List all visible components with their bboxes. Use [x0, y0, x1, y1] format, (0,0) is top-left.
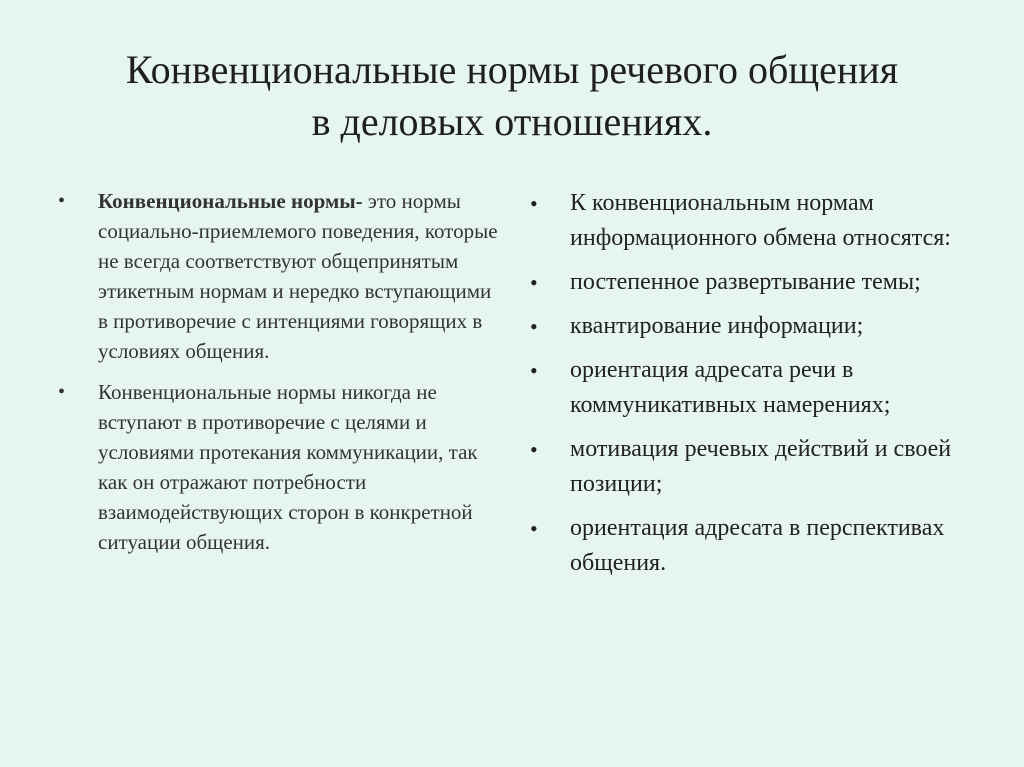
- title-line-1: Конвенциональные нормы речевого общения: [125, 47, 899, 92]
- bullet-icon: •: [530, 314, 538, 339]
- definition-text: это нормы социально-приемлемого поведения, которые не всегда соответствуют общепринятым этикетным нормам и нередко вступающими в противоречие с интенциями говорящих в условиях общения.: [98, 189, 498, 363]
- right-column: [530, 186, 980, 590]
- right-bullet-item: [530, 186, 980, 256]
- bullet-icon: •: [530, 437, 538, 462]
- left-bullet-list: [58, 186, 498, 557]
- bullet-text: мотивация речевых действий и своей позиции;: [570, 436, 952, 497]
- bullet-icon: •: [58, 381, 66, 403]
- bullet-text: квантирование информации;: [570, 313, 864, 339]
- term-bold: Конвенциональные нормы-: [98, 189, 363, 213]
- left-bullet-item: [58, 186, 498, 366]
- bullet-text: ориентация адресата в перспективах общения.: [570, 515, 945, 576]
- slide-title: [0, 44, 1024, 148]
- right-bullet-list: [530, 186, 980, 581]
- title-line-2: в деловых отношениях.: [311, 99, 713, 144]
- right-bullet-item: [530, 353, 980, 423]
- left-bullet-item: [58, 377, 498, 557]
- left-column: [58, 186, 498, 568]
- bullet-icon: •: [530, 516, 538, 541]
- right-bullet-item: [530, 511, 980, 581]
- bullet-text: Конвенциональные нормы никогда не вступают в противоречие с целями и условиями протекания коммуникации, так как он отражают потребности взаимодействующих сторон в конкретной ситуации общения.: [98, 380, 478, 554]
- right-bullet-item: [530, 432, 980, 502]
- bullet-text: ориентация адресата речи в коммуникативных намерениях;: [570, 357, 891, 418]
- bullet-text: постепенное развертывание темы;: [570, 269, 921, 295]
- right-bullet-item: [530, 265, 980, 300]
- right-bullet-item: [530, 309, 980, 344]
- bullet-icon: •: [530, 270, 538, 295]
- bullet-icon: •: [530, 358, 538, 383]
- bullet-icon: •: [530, 191, 538, 216]
- bullet-text: К конвенциональным нормам информационного обмена относятся:: [570, 190, 951, 251]
- bullet-icon: •: [58, 190, 66, 212]
